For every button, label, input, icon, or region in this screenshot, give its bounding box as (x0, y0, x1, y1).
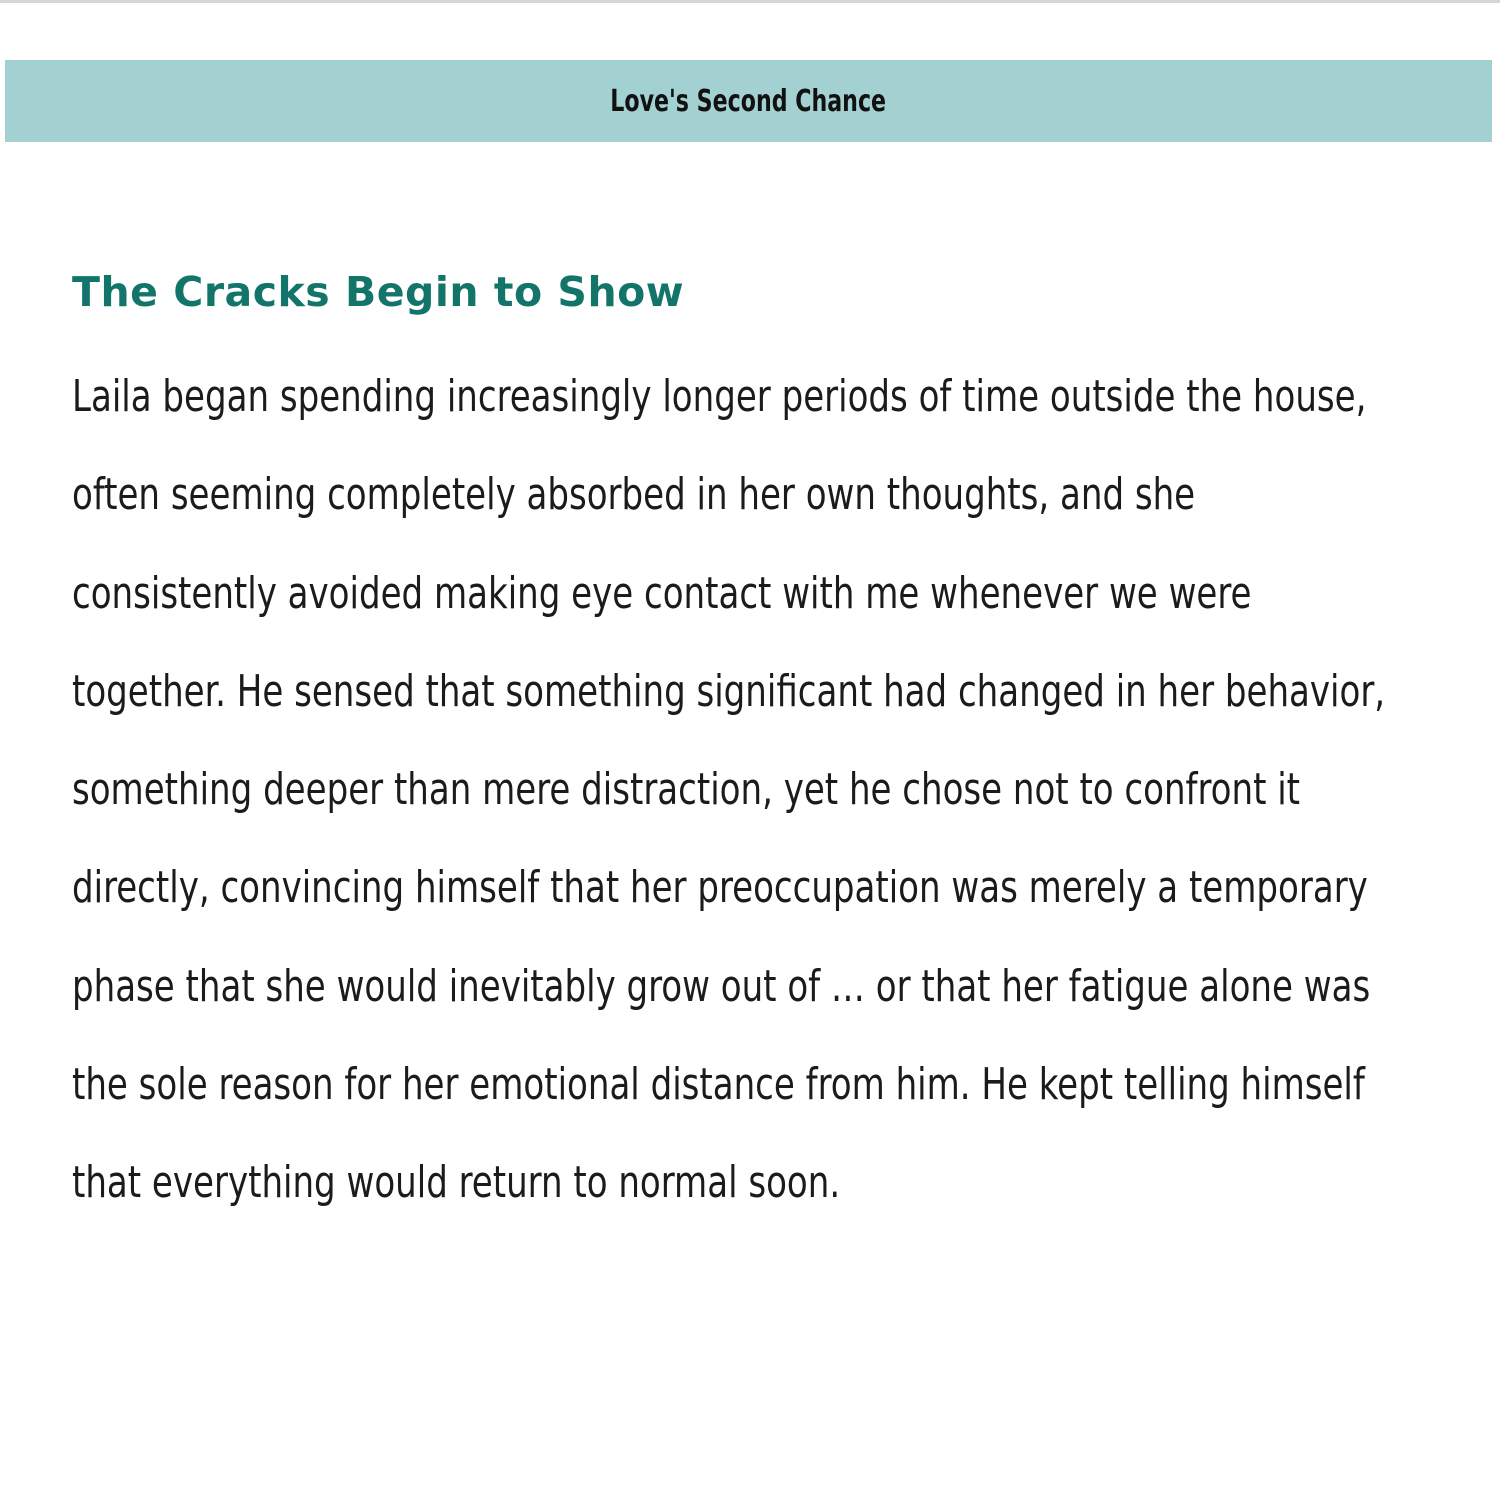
section-heading: The Cracks Begin to Show (72, 268, 685, 316)
paragraph-line: something deeper than mere distraction, yet he chose not to confront it (72, 764, 1301, 816)
paragraph-line: phase that she would inevitably grow out of … or that her fatigue alone was (72, 960, 1371, 1012)
top-divider (0, 0, 1500, 3)
title-banner (5, 60, 1492, 142)
paragraph-line: consistently avoided making eye contact with me whenever we were (72, 567, 1252, 619)
book-title: Love's Second Chance (610, 83, 887, 119)
paragraph-line: directly, convincing himself that her preoccupation was merely a temporary (72, 862, 1368, 914)
body-paragraph (72, 364, 1432, 1249)
paragraph-line: that everything would return to normal soon. (72, 1157, 841, 1209)
paragraph-line: the sole reason for her emotional distance from him. He kept telling himself (72, 1059, 1365, 1111)
paragraph-line: together. He sensed that something significant had changed in her behavior, (72, 665, 1386, 717)
paragraph-line: often seeming completely absorbed in her own thoughts, and she (72, 469, 1196, 521)
paragraph-line: Laila began spending increasingly longer periods of time outside the house, (72, 371, 1367, 422)
